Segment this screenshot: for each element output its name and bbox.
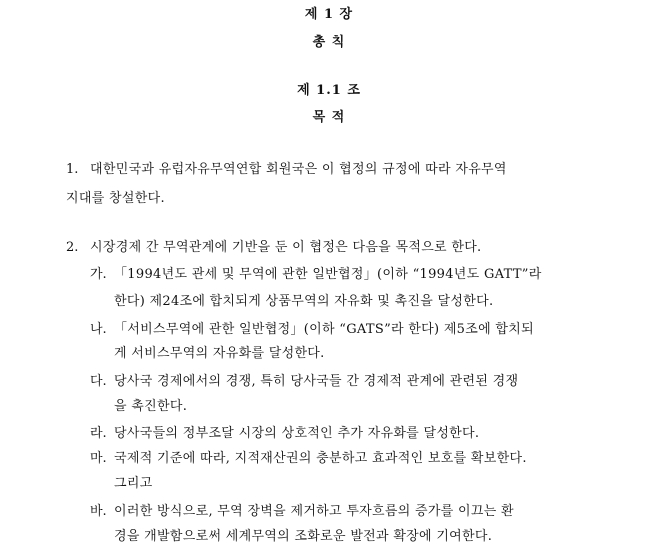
item-ga-line-2: 한다) 제24조에 합치되게 상품무역의 자유화 및 촉진을 달성한다. bbox=[114, 294, 494, 309]
paragraph-1-number: 1. bbox=[66, 162, 79, 177]
item-na-line-2: 게 서비스무역의 자유화를 달성한다. bbox=[114, 346, 325, 361]
article-number: 제 1.1 조 bbox=[297, 83, 361, 98]
item-ra-line-1: 당사국들의 정부조달 시장의 상호적인 추가 자유화를 달성한다. bbox=[114, 426, 480, 441]
paragraph-1-line-1: 대한민국과 유럽자유무역연합 회원국은 이 협정의 규정에 따라 자유무역 bbox=[90, 162, 507, 177]
item-ba-line-2: 경을 개발함으로써 세계무역의 조화로운 발전과 확장에 기여한다. bbox=[114, 529, 493, 544]
item-ga-marker: 가. bbox=[90, 267, 107, 282]
item-ma-line-1: 국제적 기준에 따라, 지적재산권의 충분하고 효과적인 보호를 확보한다. bbox=[114, 451, 527, 466]
paragraph-2-number: 2. bbox=[66, 240, 79, 255]
paragraph-1-line-2: 지대를 창설한다. bbox=[66, 191, 165, 206]
item-da-line-2: 을 촉진한다. bbox=[114, 399, 188, 414]
item-na-marker: 나. bbox=[90, 322, 107, 337]
item-na-line-1: 「서비스무역에 관한 일반협정」(이하 “GATS”라 한다) 제5조에 합치되 bbox=[114, 322, 534, 337]
item-ma-line-2: 그리고 bbox=[114, 476, 153, 491]
chapter-number: 제 1 장 bbox=[304, 7, 354, 22]
item-ba-marker: 바. bbox=[90, 504, 107, 519]
item-ra-marker: 라. bbox=[90, 426, 107, 441]
article-title: 목 적 bbox=[312, 110, 346, 125]
item-ma-marker: 마. bbox=[90, 451, 107, 466]
item-da-line-1: 당사국 경제에서의 경쟁, 특히 당사국들 간 경제적 관계에 관련된 경쟁 bbox=[114, 374, 519, 389]
chapter-title: 총 칙 bbox=[312, 35, 346, 50]
item-da-marker: 다. bbox=[90, 374, 107, 389]
item-ga-line-1: 「1994년도 관세 및 무역에 관한 일반협정」(이하 “1994년도 GATT”라 bbox=[114, 267, 542, 282]
item-ba-line-1: 이러한 방식으로, 무역 장벽을 제거하고 투자흐름의 증가를 이끄는 환 bbox=[114, 504, 514, 519]
paragraph-2-intro: 시장경제 간 무역관계에 기반을 둔 이 협정은 다음을 목적으로 한다. bbox=[90, 240, 482, 255]
